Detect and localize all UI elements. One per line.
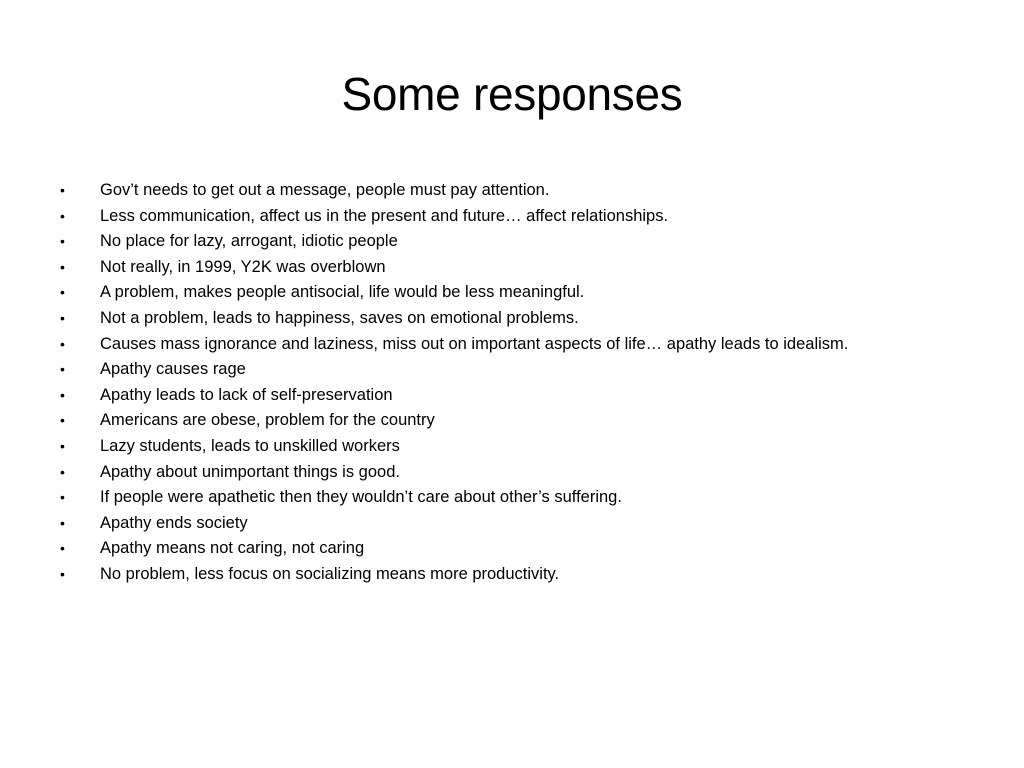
- bullet-item: [60, 539, 900, 557]
- bullet-item: [60, 360, 900, 378]
- bullet-dot-icon: •: [60, 309, 65, 326]
- bullet-dot-icon: •: [60, 540, 65, 557]
- bullet-list: [60, 181, 900, 591]
- bullet-item: [60, 565, 900, 583]
- bullet-dot-icon: •: [60, 437, 65, 454]
- bullet-item: [60, 514, 900, 532]
- bullet-text: Americans are obese, problem for the country: [100, 411, 435, 430]
- bullet-item: [60, 335, 900, 353]
- bullet-dot-icon: •: [60, 463, 65, 480]
- bullet-text: Lazy students, leads to unskilled workers: [100, 436, 400, 455]
- bullet-text: Causes mass ignorance and laziness, miss out on important aspects of life… apathy leads to idealism.: [100, 334, 849, 353]
- bullet-text: Apathy causes rage: [100, 360, 246, 379]
- bullet-dot-icon: •: [60, 489, 65, 506]
- bullet-text: Apathy ends society: [100, 513, 248, 532]
- bullet-text: No place for lazy, arrogant, idiotic people: [100, 232, 398, 251]
- bullet-dot-icon: •: [60, 207, 65, 224]
- bullet-item: [60, 437, 900, 455]
- bullet-dot-icon: •: [60, 284, 65, 301]
- bullet-item: [60, 411, 900, 429]
- bullet-dot-icon: •: [60, 335, 65, 352]
- bullet-item: [60, 181, 900, 199]
- bullet-item: [60, 309, 900, 327]
- bullet-text: Apathy leads to lack of self-preservation: [100, 385, 393, 404]
- bullet-text: If people were apathetic then they wouldn’t care about other’s suffering.: [100, 488, 622, 507]
- bullet-text: Not a problem, leads to happiness, saves on emotional problems.: [100, 308, 579, 327]
- bullet-dot-icon: •: [60, 386, 65, 403]
- bullet-text: No problem, less focus on socializing means more productivity.: [100, 564, 560, 583]
- bullet-text: Apathy about unimportant things is good.: [100, 462, 400, 481]
- bullet-text: Apathy means not caring, not caring: [100, 539, 365, 558]
- bullet-dot-icon: •: [60, 361, 65, 378]
- bullet-dot-icon: •: [60, 514, 65, 531]
- bullet-item: [60, 488, 900, 506]
- bullet-item: [60, 386, 900, 404]
- bullet-text: Not really, in 1999, Y2K was overblown: [100, 257, 386, 276]
- bullet-item: [60, 232, 900, 250]
- bullet-dot-icon: •: [60, 258, 65, 275]
- slide-title: Some responses: [341, 68, 683, 120]
- bullet-text: Less communication, affect us in the present and future… affect relationships.: [100, 206, 669, 225]
- bullet-item: [60, 258, 900, 276]
- bullet-item: [60, 207, 900, 225]
- bullet-dot-icon: •: [60, 233, 65, 250]
- bullet-item: [60, 283, 900, 301]
- bullet-item: [60, 463, 900, 481]
- bullet-text: Gov’t needs to get out a message, people must pay attention.: [100, 181, 550, 199]
- bullet-dot-icon: •: [60, 182, 65, 198]
- bullet-text: A problem, makes people antisocial, life would be less meaningful.: [100, 283, 585, 302]
- bullet-dot-icon: •: [60, 412, 65, 429]
- bullet-dot-icon: •: [60, 565, 65, 582]
